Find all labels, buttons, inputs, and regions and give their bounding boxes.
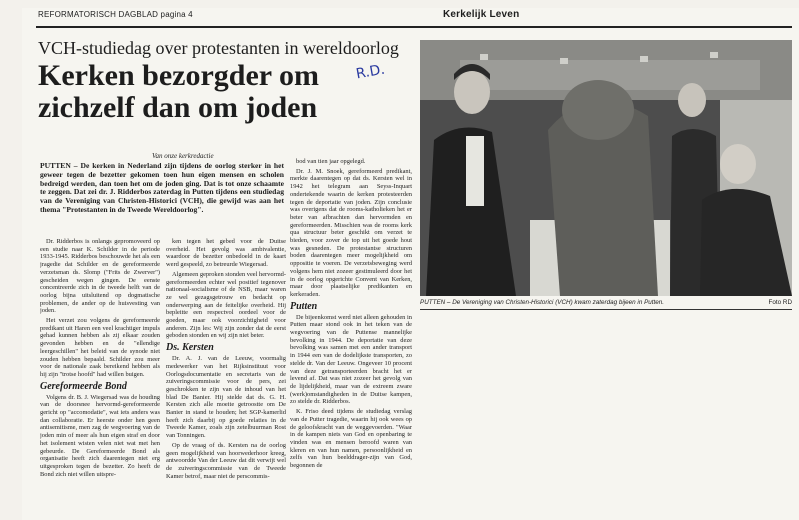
subheading-ds-kersten: Ds. Kersten [166, 342, 214, 354]
paragraph: Dr. J. M. Snoek, gereformeerd predikant, merkte daarentegen op dat ds. Kersten wel in 1942 het telegram aan Seyss-Inquart ondertekende waarin de kerken protesteerden tegen de deportatie van joden. Zijn conclusie was overigens dat de rooms-katholieken het er beter van afbrachten dan hervormden en gereformeerden. Misschien was de rooms kerk qua structuur beter geschikt om verzet te bieden, voor zover de top uit het goede hout was gesneden. De protestantse structuren boden daarentegen meer mogelijkheid om oppositie te voeren. De verzetsbeweging werd volgens hem niet zozeer gestimuleerd door het in de oorlog opgerichte Convent van Kerken, maar door plaatselijke predikanten en kerkeraden. [290, 167, 412, 298]
headline-line-1: Kerken bezorgder om [38, 59, 320, 92]
header-rule [36, 26, 792, 28]
paragraph: Dr. A. J. van de Leeuw, voormalig medewerker van het Rijksinstituut voor Oorlogsdocumentatie en secretaris van de zuiveringscommissie voor de pers, zei geschrokken te zijn van de inhoud van het blad De Banier. Hij stelde dat ds. G. H. Kersten zich alle moeite getroostte om De Banier in stand te houden; het SGP-kamerlid heeft zich daarbij op goede relaties in de Tweede Kamer, zoals zijn zetelbuurman Rost van Tonningen. [166, 355, 286, 440]
photo-caption [420, 299, 792, 306]
paragraph: Het verzet zou volgens de gereformeerde predikant uit Haren een veel krachtiger impuls gehad kunnen hebben als zij elkaar zouden gevonden hebben en de "ellendige leergeschillen" het beleid van de synode niet zouden hebben bepaald. Schilder zou meer voor de nationale zaak bereikend hebben als hij zijn "trotse hoofd" had willen buigen. [40, 317, 160, 378]
photo-credit: Foto RD [768, 299, 792, 306]
text-column-3 [290, 158, 412, 520]
photo-illustration [420, 40, 792, 296]
caption-text: PUTTEN – De Vereniging van Christen-Historici (VCH) kwam zaterdag bijeen in Putten. [420, 299, 665, 306]
text-column-1 [40, 238, 160, 520]
paragraph: Op de vraag of ds. Kersten na de oorlog geen mogelijkheid van hoorwederhoor kreeg, antwoordde Van der Leeuw dat dit verwijt wel de zuiveringscommissie van de Tweede Kamer betrof, maar niet de perscommis- [166, 441, 286, 480]
paragraph: K. Friso deed tijdens de studiedag verslag van de Putter tragedie, waarin hij ook wees op de geloofskracht van de weggevoerden. "Waar in de kampen niets van God en openbaring te vinden was en mensen beroofd waren van kleren en van hun namen, persoonlijkheid en zelfs van hun beelddrager-zijn van God, begonnen de [290, 408, 412, 470]
paragraph: Dr. Ridderbos is onlangs gepromoveerd op een studie naar K. Schilder in de periode 1933-1945. Ridderbos beschouwde het als een jragedie dat Schilder en de gereformeerde verzetsman ds. Slomp ("Frits de Zwerver") gescheiden wegen gingen. De eenste concentreerde zich in de tweede helft van de oorlog bijna uitsluitend op dogmatische problemen, de ander op de huisvesting van joden. [40, 238, 160, 315]
article-headline [38, 60, 408, 124]
text-column-2 [166, 238, 286, 520]
handwritten-note: R.D. [354, 61, 387, 83]
page-header-right: Kerkelijk Leven [443, 9, 520, 20]
paragraph: Algemeen geproken stonden veel hervormd-gereformeerden echter wel positief tegenover nationaal-socialisme of de NSB, maar waren ze wel gezagsgetrouw en bedacht op onderwerping aan de feitelijke overheid. Hij bepleitte een respectvol oordeel voor de goeden, maar ook voorzichtigheid voor anderen. Zijn les: Wij zijn zonder dat de eerst geboden stonden en wij zijn niet beter. [166, 270, 286, 340]
paragraph: ken tegen het gebed voor de Duitse overheid. Het gevolg was ambivalentie, waardoor de bezetter onbedoeld in de kaart werd gespeeld, zo betreurde Wiegersad. [166, 238, 286, 269]
news-photo [420, 40, 792, 296]
headline-line-2: zichzelf dan om joden [38, 91, 318, 124]
caption-rule [420, 309, 792, 310]
page-header-left: REFORMATORISCH DAGBLAD pagina 4 [38, 10, 193, 19]
paragraph: bod van tien jaar opgelegd. [296, 158, 366, 165]
article-kicker: VCH-studiedag over protestanten in wereldoorlog [38, 38, 399, 58]
byline: Van onze kerkredactie [152, 152, 214, 160]
subheading-putten: Putten [290, 300, 318, 312]
article-intro: PUTTEN – De kerken in Nederland zijn tijdens de oorlog sterker in het geweer tegen de bezetter gekomen toen hun eigen mensen en scholen bedreigd werden, dan toen het om de joden ging. Dat is tot onze schaamte te zeggen. Dat zei dr. J. Ridderbos zaterdag in Putten tijdens een studiedag van de Vereniging van Christen-Historici (VCH), die gewijd was aan het thema "Protestanten in de Tweede Wereldoorlog". [40, 161, 284, 214]
paragraph: Volgens dr. B. J. Wiegersad was de houding van de doorsnee hervormd-gereformeerde gericht op "accomodatie", wat iets anders was dan collaboratie. Er heerste onder hen geen antisemitisme, men zag de wegvoering van de joden min of meer als hun eigen straf en door het isolement wisten velen niet wat met hen gebeurde. De Gereformeerde Bond als organisatie heeft zich daarentegen niet erg uitgesproken tegen de bezetter. Zo heeft de Bond zich niet willen uitspre- [40, 393, 160, 478]
subheading-gereformeerde-bond: Gereformeerde Bond [40, 380, 127, 392]
paragraph: De bijeenkomst werd niet alleen gehouden in Putten maar stond ook in het teken van de wegvoering van de Puttense mannelijke bevolking in 1944. De deportatie van deze bevolking was samen met een ander transport in 1944 een van de dodelijkste transporten, zo stelde dr. Van der Leeuw. Ongeveer 10 procent van deze getransporteerden bracht het er levend af. Dat was niet zozeer het gevolg van de lijdelijkheid, maar van de extreem zware (werk)omstandigheden in de Duitse kampen, zo stelde dr. Ridderbos. [290, 313, 412, 406]
